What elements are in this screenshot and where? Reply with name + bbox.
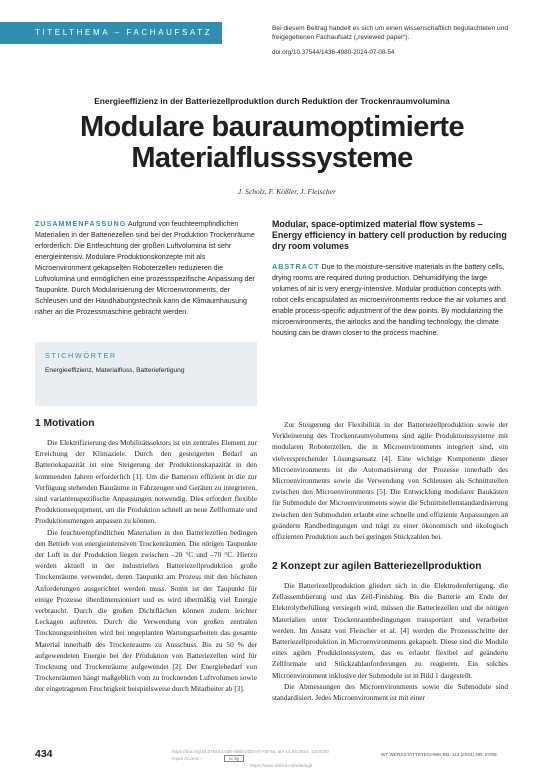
paragraph: Zur Steigerung der Flexibilität in der Batteriezellproduktion sowie der Verkleinerung des Trockenraumvolumens sind agile Produktionssysteme mit modularen Roboterzellen, die in Microenvironments integriert sind, ein vielversprechender Lösungsansatz [4]. Eine wichtige Komponente dieser Microenvironments ist die Automatisierung der Prozesse innerhalb des Microenvironments sowie die Verwendung von Schleusen als Schnittstellen zwischen den Microenvironments [5]. Die Entwicklung modularer Baukästen für Submodule der Microenvironments sowie die Schnittstellenstandardisierung zwischen den Submodulen erlaubt eine schnelle und effiziente Anpassungen an geänderte Randbedingungen und trägt zu einer ökonomisch und ökologisch effizienten Produktion auch bei geringen Stückzahlen bei.	[272, 420, 508, 542]
paragraph: Die Abmessungen des Microenvironments sowie die Submodule sind standardisiert. Jedes Microenvironment ist mit einer	[272, 681, 508, 703]
abstract-german-text: Aufgrund von feuchteempfindlichen Materialien in der Batteriezellen sind bei der Produktion Trockenräume erforderlich. Die Entfeuchtung der großen Luftvolumina ist sehr energieintensiv. Modulare Produktionskonzepte mit als Microenvironment gekapselten Roboterzellen reduzieren die Luftvolumina und ermöglichen eine prozessspezifische Anpassung der Taupunkte. Durch Modularisierung der Microenvironments, der Schleusen und der Handhabungstechnik kann die Klimaumhausung näher an die Prozessmaschine gebracht werden.	[35, 221, 255, 316]
journal-reference: WT WERKSTATTSTECHNIK BD. 114 (2024) NR. 07/08	[381, 752, 497, 757]
paragraph: Die feuchteempfindlichen Materialien in den Batteriezellen bedingen den Betrieb von energieintensiven Trockenräumen. Die nötigen Taupunkte der Luft in der Produktion liegen zwischen –20 °C und –70 °C. Hierzu werden aktuell in der industriellen Batteriezellproduktion große Trockenräume verwendet, deren Taupunkt am Prozess mit den höchsten Anforderungen ausgerichtet werden muss. Somit ist der Taupunkt für einige Prozesse überdimensioniert und es wird übermäßig viel Energie verbraucht. Durch die großen Dichtflächen können zudem leichter Leckagen auftreten. Durch die Verwendung von großen zentralen Trocknungseinheiten wird bei ungeplanten Wartungsarbeiten das gesamte Material innerhalb des Trockenraums zu Ausschuss. Bis zu 50 % der aufgewendeten Energie bei der Produktion von Batteriezellen wird für Trocknung und Trockenräume aufgewendet [2]. Der Energiebedarf von Trockenräumen hängt maßgeblich vom zu trocknenden Luftvolumen sowie der eingetragenen Feuchtigkeit beispielsweise durch Mitarbeiter ab [3].	[35, 527, 257, 694]
concept-body	[272, 580, 508, 703]
cc-license-icon	[224, 755, 244, 762]
keywords-box	[35, 342, 257, 406]
abstract-english-text: Due to the moisture-sensitive materials in the battery cells, drying rooms are required during production. Dehumidifying the large volumes of air is very energy-intensive. Modular production concepts with robot cells encapsulated as microenvironments reduce the air volumes and enable process-specific adjustment of the dew points. By modularizing the microenvironments, the airlocks and the handling technology, the climate housing can be drawn closer to the process machine.	[272, 264, 506, 337]
author-list: J. Scholz, F. Kößler, J. Fleischer	[237, 187, 336, 196]
motivation-body	[35, 437, 257, 695]
abstract-german	[35, 219, 257, 318]
abstract-german-label: ZUSAMMENFASSUNG	[35, 221, 127, 228]
section-heading-concept: 2 Konzept zur agilen Batteriezellproduktion	[272, 561, 482, 572]
section-tag: TITELTHEMA – FACHAUFSATZ	[0, 22, 222, 44]
footer-doi-line: https://doi.org/10.37544/1436-4980-2024-07-08-54, am 14.05.2024, 13:00:00	[172, 749, 329, 754]
keywords-text: Energieeffizienz, Materialfluss, Batteriefertigung	[45, 367, 185, 374]
title-line-1: Modulare bauraumoptimierte	[79, 111, 464, 143]
article-kicker: Energieeffizienz in der Batteriezellproduktion durch Reduktion der Trockenraumvolumina	[94, 96, 450, 106]
article-title	[0, 112, 544, 174]
footer-open-access: Open Access –	[172, 756, 203, 761]
keywords-label: STICHWÖRTER	[45, 351, 117, 360]
article-doi: doi.org/10.37544/1436-4980-2024-07-08-54	[272, 49, 395, 56]
abstract-english	[272, 262, 508, 339]
abstract-english-label: ABSTRACT	[272, 264, 320, 271]
paragraph: Die Elektrifizierung des Mobilitätssektors ist ein zentrales Element zur Erreichung der Klimaziele. Durch den gesteigerten Bedarf an Batteriekapazität ist eine Steigerung der Produktionskapazität in den kommenden Jahren erforderlich [1]. Um die Batterien effizient in die zur Verfügung stehenden Bauräume in Fahrzeugen und Geräten zu integrieren, sind variantenspezifische Anpassungen notwendig. Dies erfordert flexible Produktionsequipment, um die Produktion schnell an neue Zellformate und Produktionsmengen anpassen zu können.	[35, 438, 257, 526]
paragraph: Die Batteriezellproduktion gliedert sich in die Elektrodenfertigung, die Zellassemblierung und das Zell-Finishing. Bis die Batterie am Ende der Elektrolytbefüllung versiegelt wird, müssen die Batteriezellen und die nötigen Materialien unter Trockenraumbedingungen transportiert und verarbeitet werden. Im Ansatz von Fleischer et al. [4] werden die Prozessschritte der Batteriezellproduktion in Microenvironments gekapselt. Diese sind die Module eines agilen Produktionssystem, das es erlaubt flexibel auf geänderte Zellformate und Stückzahlanforderungen zu reagieren. Ein solches Microenvironment inklusive der Submodule ist in Bild 1 dargestellt.	[272, 581, 508, 680]
page-number: 434	[35, 748, 53, 760]
footer-terms-link[interactable]: https://www.inlibra.com/de/agb	[250, 763, 313, 768]
review-note: Bei diesem Beitrag handelt es sich um einen wissenschaftlich begutachteten und freigegebenen Fachaufsatz („reviewed paper“).	[272, 25, 509, 41]
footer-doi-stamp	[172, 748, 372, 768]
column-two-body	[272, 419, 508, 542]
cc-badge-label: cc by	[228, 756, 240, 761]
section-heading-motivation: 1 Motivation	[35, 418, 95, 429]
english-title: Modular, space-optimized material flow systems – Energy efficiency in battery cell production by reducing dry room volumes	[272, 219, 507, 251]
title-line-2: Materialflusssysteme	[131, 142, 413, 174]
